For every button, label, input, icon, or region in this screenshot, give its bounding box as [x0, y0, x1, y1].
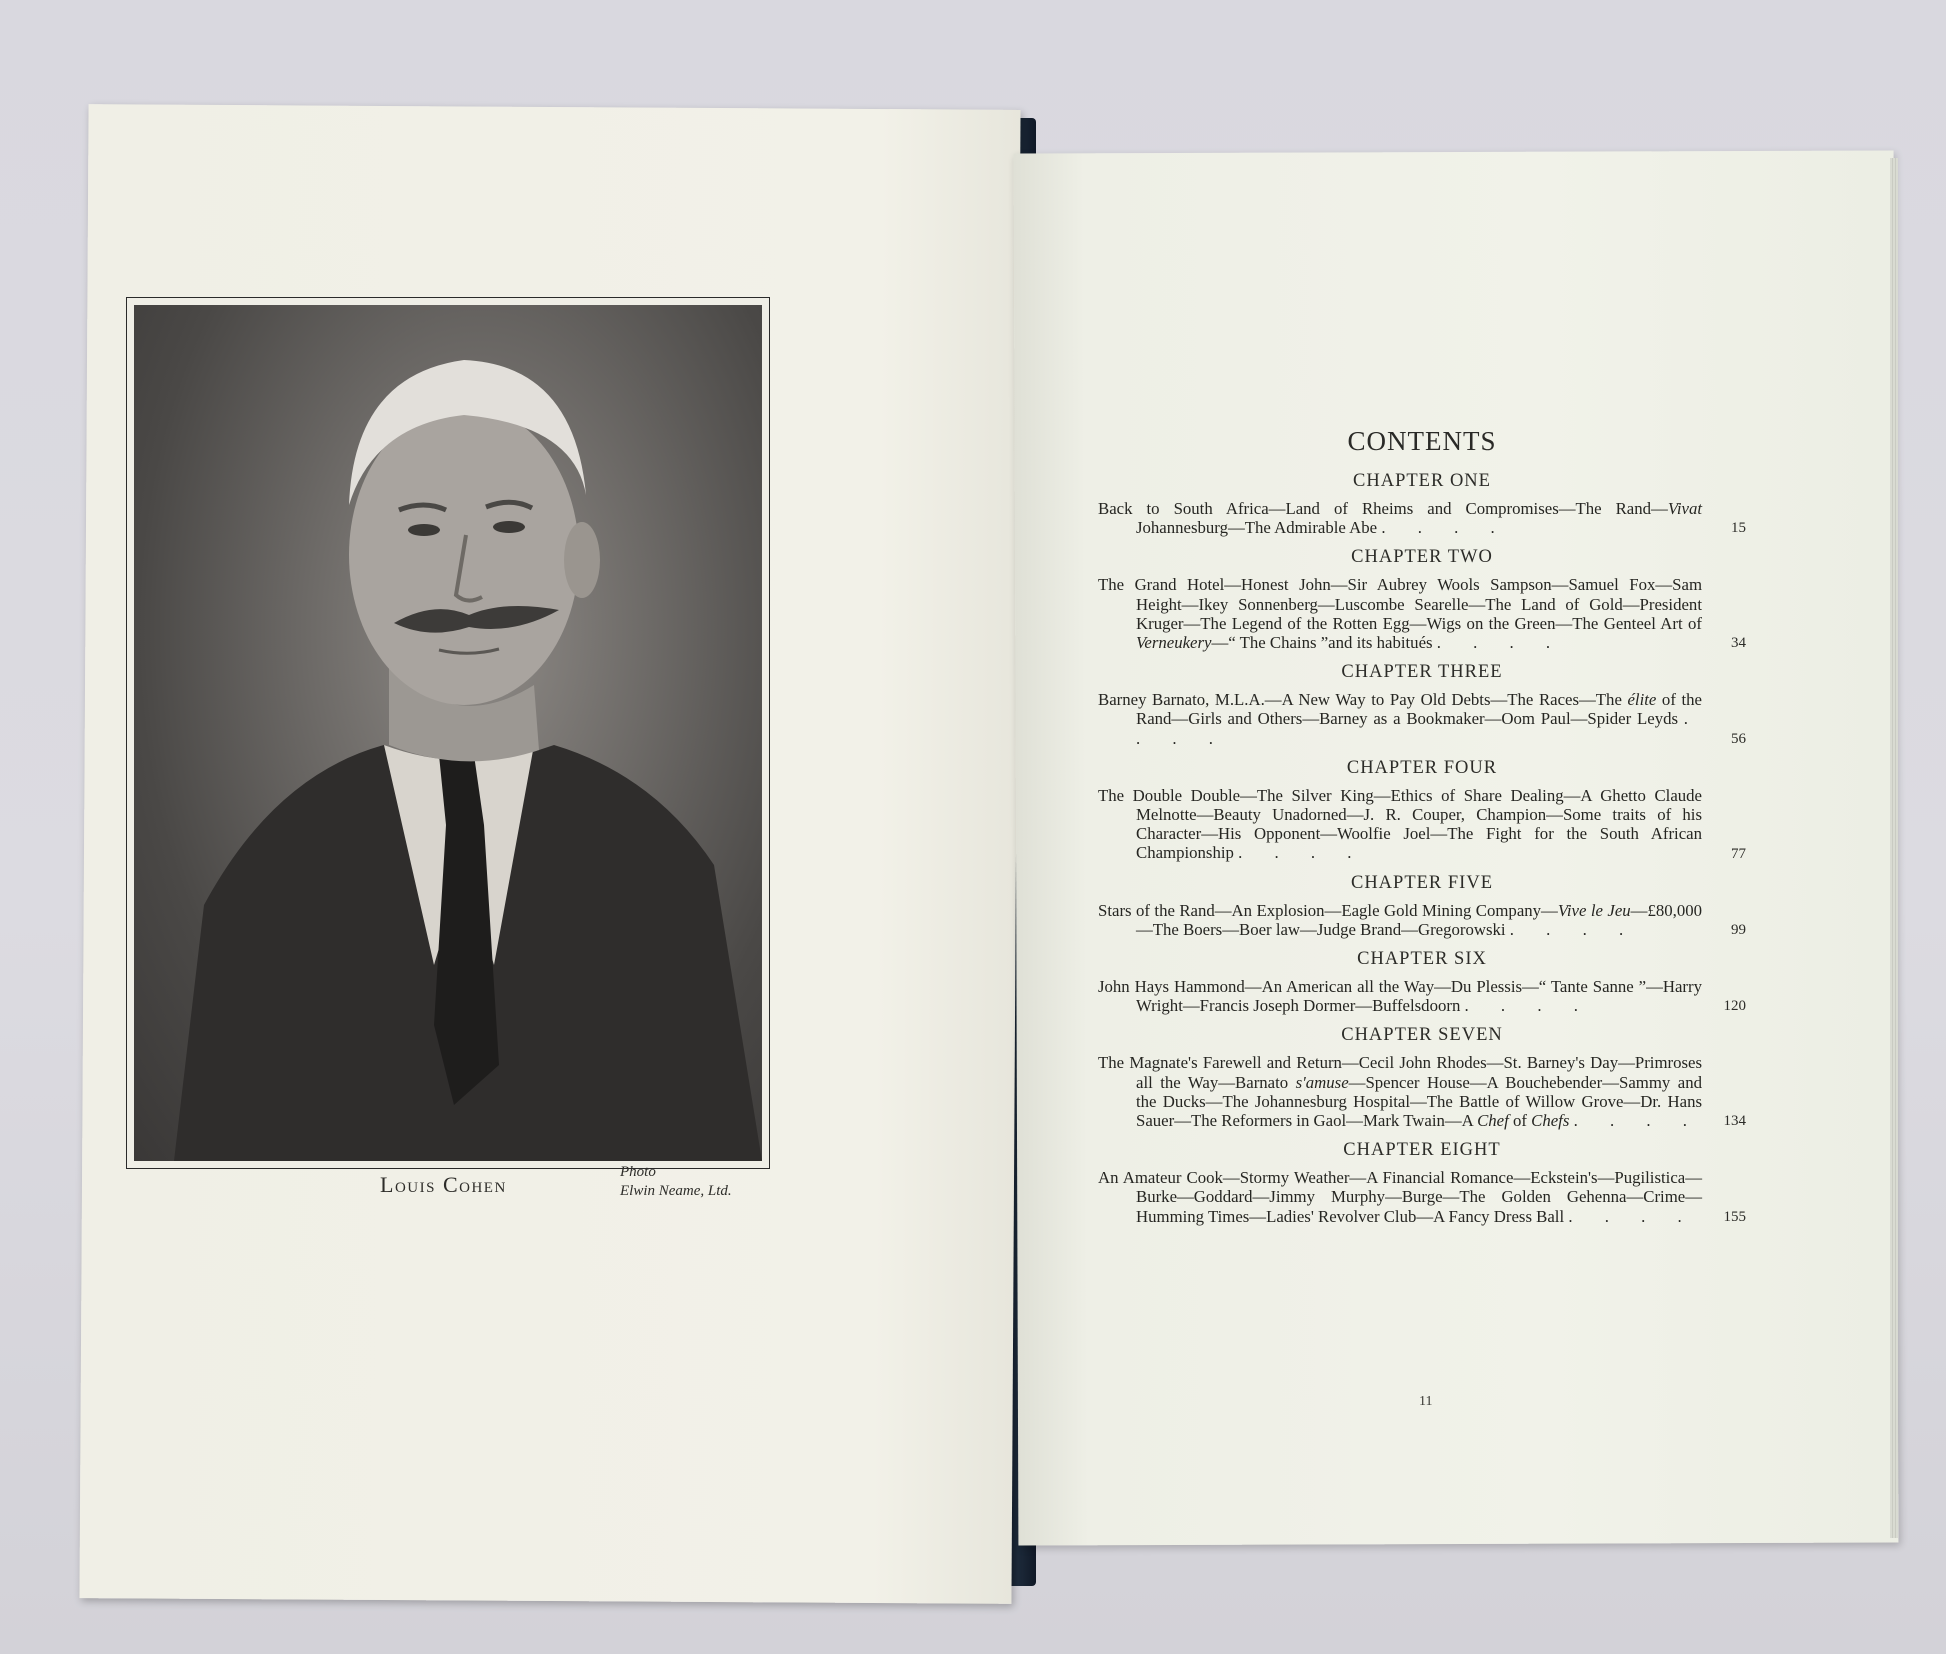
portrait-caption: Louis Cohen	[380, 1172, 507, 1197]
chapter-summary: An Amateur Cook—Stormy Weather—A Financial Romance—Eckstein's—Pugilistica—Burke—Goddard—Jimmy Murphy—Burge—The Golden Gehenna—Crime—Humming Times—Ladies' Revolver Club—A Fancy Dress Ball . . . .	[1098, 1168, 1702, 1226]
chapter-summary: Barney Barnato, M.L.A.—A New Way to Pay Old Debts—The Races—The élite of the Rand—Girls and Others—Barney as a Bookmaker—Oom Paul—Spider Leyds . . . .	[1098, 690, 1702, 748]
chapter-page-number: 99	[1731, 922, 1746, 939]
chapter-heading: CHAPTER FIVE	[1350, 872, 1494, 893]
chapter-summary: The Magnate's Farewell and Return—Cecil John Rhodes—St. Barney's Day—Primroses all the Way—Barnato s'amuse—Spencer House—A Bouchebender—Sammy and the Ducks—The Johannesburg Hospital—The Battle of Willow Grove—Dr. Hans Sauer—The Reformers in Gaol—Mark Twain—A Chef of Chefs . . . .	[1098, 1053, 1702, 1131]
page-folio: 11	[1419, 1394, 1433, 1409]
chapter-heading: CHAPTER THREE	[1341, 662, 1503, 683]
chapter-entry	[1098, 873, 1746, 939]
chapter-summary: Back to South Africa—Land of Rheims and Compromises—The Rand—Vivat Johannesburg—The Admirable Abe . . . .	[1098, 499, 1702, 538]
chapter-heading: CHAPTER EIGHT	[1343, 1140, 1501, 1161]
frontispiece-photo-frame	[126, 297, 770, 1169]
photo-credit	[620, 1163, 732, 1201]
portrait-illustration	[134, 305, 762, 1161]
table-of-contents	[1098, 426, 1746, 1236]
chapter-entry	[1098, 1140, 1746, 1226]
chapter-page-number: 134	[1723, 1113, 1746, 1130]
chapter-summary: The Grand Hotel—Honest John—Sir Aubrey Wools Sampson—Samuel Fox—Sam Height—Ikey Sonnenberg—Luscombe Searelle—The Land of Gold—President Kruger—The Legend of the Rotten Egg—Wigs on the Green—The Genteel Art of Verneukery—“ The Chains ”and its habitués . . . .	[1098, 575, 1702, 653]
chapter-page-number: 56	[1731, 730, 1746, 747]
chapter-page-number: 15	[1731, 520, 1746, 537]
chapter-entry	[1098, 547, 1746, 652]
chapter-entry	[1098, 758, 1746, 863]
chapter-page-number: 34	[1731, 635, 1746, 652]
chapter-summary: The Double Double—The Silver King—Ethics of Share Dealing—A Ghetto Claude Melnotte—Beauty Unadorned—J. R. Couper, Champion—Some traits of his Character—His Opponent—Woolfie Joel—The Fight for the South African Championship . . . .	[1098, 785, 1702, 863]
chapter-entry	[1098, 949, 1746, 1015]
page-edges	[1890, 158, 1898, 1538]
chapter-summary: Stars of the Rand—An Explosion—Eagle Gold Mining Company—Vive le Jeu—£80,000—The Boers—Boer law—Judge Brand—Gregorowski . . . .	[1098, 900, 1702, 939]
chapter-summary: John Hays Hammond—An American all the Way—Du Plessis—“ Tante Sanne ”—Harry Wright—Francis Joseph Dormer—Buffelsdoorn . . . .	[1098, 977, 1702, 1016]
chapter-entry	[1098, 471, 1746, 537]
chapter-entry	[1098, 1025, 1746, 1130]
chapter-page-number: 155	[1723, 1208, 1746, 1225]
chapter-heading: CHAPTER SEVEN	[1341, 1025, 1503, 1046]
portrait-photo	[134, 305, 762, 1161]
contents-title: CONTENTS	[1347, 426, 1497, 456]
chapter-entry	[1098, 662, 1746, 748]
photo-credit-label: Photo	[620, 1164, 656, 1180]
chapter-page-number: 120	[1723, 998, 1746, 1015]
photo-credit-studio: Elwin Neame, Ltd.	[620, 1183, 732, 1199]
chapter-heading: CHAPTER FOUR	[1346, 757, 1498, 778]
chapter-heading: CHAPTER SIX	[1357, 949, 1487, 970]
chapter-list	[1098, 471, 1746, 1226]
chapter-heading: CHAPTER ONE	[1353, 471, 1491, 491]
chapter-heading: CHAPTER TWO	[1351, 547, 1493, 568]
chapter-page-number: 77	[1731, 845, 1746, 862]
